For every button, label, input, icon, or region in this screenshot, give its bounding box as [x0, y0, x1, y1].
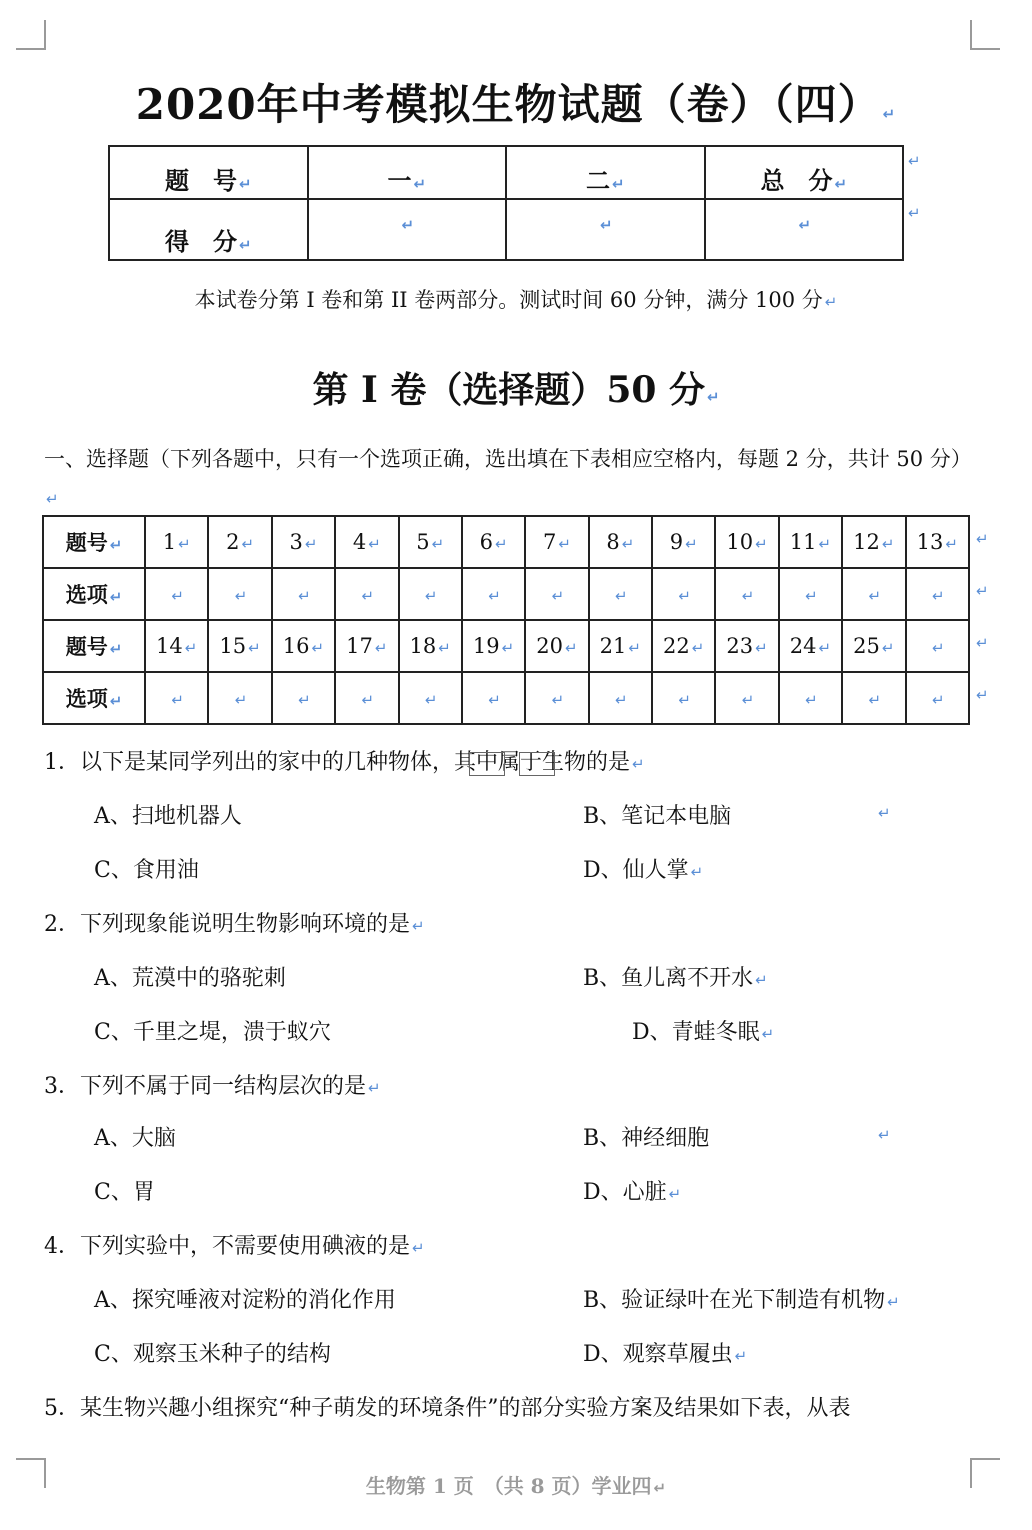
answer-number-row — [43, 620, 969, 672]
option-c: C、胃 — [94, 1180, 155, 1205]
answer-cell[interactable]: ↵ — [589, 672, 652, 724]
question-number-cell: 7 ↵ — [525, 516, 588, 568]
answer-cell[interactable]: ↵ — [399, 568, 462, 620]
question-number-cell: 2 ↵ — [208, 516, 271, 568]
answer-cell[interactable]: ↵ — [652, 568, 715, 620]
question-number-cell: 9 ↵ — [652, 516, 715, 568]
question-number-cell: 5 ↵ — [399, 516, 462, 568]
question-number-cell: 23 ↵ — [715, 620, 778, 672]
question-number-cell: 11 ↵ — [779, 516, 842, 568]
answer-cell[interactable]: ↵ — [208, 672, 271, 724]
question-number-cell: 19 ↵ — [462, 620, 525, 672]
answer-cell[interactable]: ↵ — [335, 568, 398, 620]
option-c: C、食用油 — [94, 858, 199, 883]
option-b: B、笔记本电脑 — [583, 804, 732, 829]
row-label: 题号 ↵ — [43, 620, 145, 672]
score-table — [108, 145, 904, 261]
paragraph-mark-icon: ↵ — [908, 152, 921, 170]
paragraph-mark-icon: ↵ — [882, 105, 897, 123]
question-stem: 5．某生物兴趣小组探究“种子萌发的环境条件”的部分实验方案及结果如下表，从表 — [44, 1396, 851, 1421]
option-a: A、大脑 — [94, 1126, 176, 1151]
answer-cell[interactable]: ↵ — [462, 568, 525, 620]
option-d: D、心脏 ↵ — [583, 1180, 682, 1205]
answer-cell[interactable]: ↵ — [462, 672, 525, 724]
answer-cell[interactable]: ↵ — [652, 672, 715, 724]
answer-option-row — [43, 672, 969, 724]
answer-cell[interactable]: ↵ — [335, 672, 398, 724]
paragraph-mark-icon: ↵ — [908, 204, 921, 222]
question-number-cell: 21 ↵ — [589, 620, 652, 672]
score-header-cell: 一 ↵ — [308, 146, 507, 199]
page-title: 2020年中考模拟生物试题（卷）（四） ↵ — [135, 80, 897, 129]
option-c: C、千里之堤，溃于蚁穴 — [94, 1020, 331, 1045]
question-stem: 1．以下是某同学列出的家中的几种物体，其中属于生物的是 ↵ — [44, 750, 645, 775]
option-b: B、神经细胞 — [583, 1126, 710, 1151]
option-b: B、鱼儿离不开水 ↵ — [583, 966, 768, 991]
row-label: 选项 ↵ — [43, 568, 145, 620]
answer-number-row — [43, 516, 969, 568]
question-number-cell: 16 ↵ — [272, 620, 335, 672]
question-stem: 2．下列现象能说明生物影响环境的是 ↵ — [44, 912, 425, 937]
question-number-cell: 1 ↵ — [145, 516, 208, 568]
row-label: 题号 ↵ — [43, 516, 145, 568]
answer-cell[interactable]: ↵ — [842, 672, 905, 724]
question-number-cell: 14 ↵ — [145, 620, 208, 672]
option-d: D、仙人掌 ↵ — [583, 858, 704, 883]
option-c: C、观察玉米种子的结构 — [94, 1342, 331, 1367]
paragraph-mark-icon: ↵ — [976, 686, 989, 704]
crop-mark-top-left — [16, 20, 46, 50]
question-stem: 3．下列不属于同一结构层次的是 ↵ — [44, 1074, 381, 1099]
question-number-cell: 10 ↵ — [715, 516, 778, 568]
paragraph-mark-icon: ↵ — [976, 530, 989, 548]
paragraph-mark-icon: ↵ — [976, 582, 989, 600]
answer-cell[interactable]: ↵ — [779, 672, 842, 724]
score-input-cell[interactable]: ↵ — [506, 199, 705, 260]
question-number-cell: 6 ↵ — [462, 516, 525, 568]
answer-cell[interactable]: ↵ — [589, 568, 652, 620]
paragraph-mark-icon: ↵ — [878, 804, 891, 822]
question-number-cell: 4 ↵ — [335, 516, 398, 568]
score-row-label: 得 分 ↵ — [109, 199, 308, 260]
answer-cell[interactable]: ↵ — [906, 672, 970, 724]
answer-cell[interactable]: ↵ — [525, 672, 588, 724]
option-d: D、青蛙冬眠 ↵ — [632, 1020, 775, 1045]
question-number-cell: 13 ↵ — [906, 516, 970, 568]
answer-cell[interactable]: ↵ — [842, 568, 905, 620]
question-number-cell: 18 ↵ — [399, 620, 462, 672]
answer-cell[interactable]: ↵ — [272, 672, 335, 724]
question-number-cell: 20 ↵ — [525, 620, 588, 672]
page-footer: 生物第 1 页 （共 8 页）学业四 ↵ — [365, 1474, 667, 1498]
question-number-cell: 22 ↵ — [652, 620, 715, 672]
answer-cell[interactable]: ↵ — [208, 568, 271, 620]
question-number-cell: 17 ↵ — [335, 620, 398, 672]
question-number-cell: 24 ↵ — [779, 620, 842, 672]
question-number-cell: 12 ↵ — [842, 516, 905, 568]
score-header-cell: 总 分 ↵ — [705, 146, 904, 199]
option-a: A、荒漠中的骆驼刺 — [94, 966, 286, 991]
embedded-object-icon — [469, 752, 505, 776]
score-input-cell[interactable]: ↵ — [308, 199, 507, 260]
answer-cell[interactable]: ↵ — [715, 568, 778, 620]
intro-text: 本试卷分第 I 卷和第 II 卷两部分。测试时间 60 分钟，满分 100 分 ↵ — [194, 288, 838, 312]
answer-cell[interactable]: ↵ — [525, 568, 588, 620]
section-title: 第 I 卷（选择题）50 分 ↵ — [312, 369, 720, 411]
answer-cell[interactable]: ↵ — [906, 568, 970, 620]
option-b: B、验证绿叶在光下制造有机物 ↵ — [583, 1288, 900, 1313]
question-number-cell: 15 ↵ — [208, 620, 271, 672]
answer-table — [42, 515, 970, 725]
question-number-cell: 25 ↵ — [842, 620, 905, 672]
answer-cell[interactable]: ↵ — [145, 568, 208, 620]
score-input-cell[interactable]: ↵ — [705, 199, 904, 260]
option-a: A、探究唾液对淀粉的消化作用 — [94, 1288, 396, 1313]
paragraph-mark-icon: ↵ — [878, 1126, 891, 1144]
row-label: 选项 ↵ — [43, 672, 145, 724]
question-stem: 4．下列实验中，不需要使用碘液的是 ↵ — [44, 1234, 425, 1259]
answer-cell[interactable]: ↵ — [272, 568, 335, 620]
question-number-cell: 8 ↵ — [589, 516, 652, 568]
answer-cell[interactable]: ↵ — [399, 672, 462, 724]
option-a: A、扫地机器人 — [94, 804, 242, 829]
answer-option-row — [43, 568, 969, 620]
answer-cell[interactable]: ↵ — [715, 672, 778, 724]
instructions: 一、选择题（下列各题中，只有一个选项正确，选出填在下表相应空格内，每题 2 分，共计 50 分）↵ — [44, 447, 972, 508]
score-header-cell: 二 ↵ — [506, 146, 705, 199]
question-number-cell: ↵ — [906, 620, 970, 672]
question-number-cell: 3 ↵ — [272, 516, 335, 568]
answer-cell[interactable]: ↵ — [779, 568, 842, 620]
score-header-cell: 题 号 ↵ — [109, 146, 308, 199]
answer-cell[interactable]: ↵ — [145, 672, 208, 724]
embedded-object-icon — [519, 752, 555, 776]
crop-mark-top-right — [970, 20, 1000, 50]
option-d: D、观察草履虫 ↵ — [583, 1342, 748, 1367]
paragraph-mark-icon: ↵ — [976, 634, 989, 652]
